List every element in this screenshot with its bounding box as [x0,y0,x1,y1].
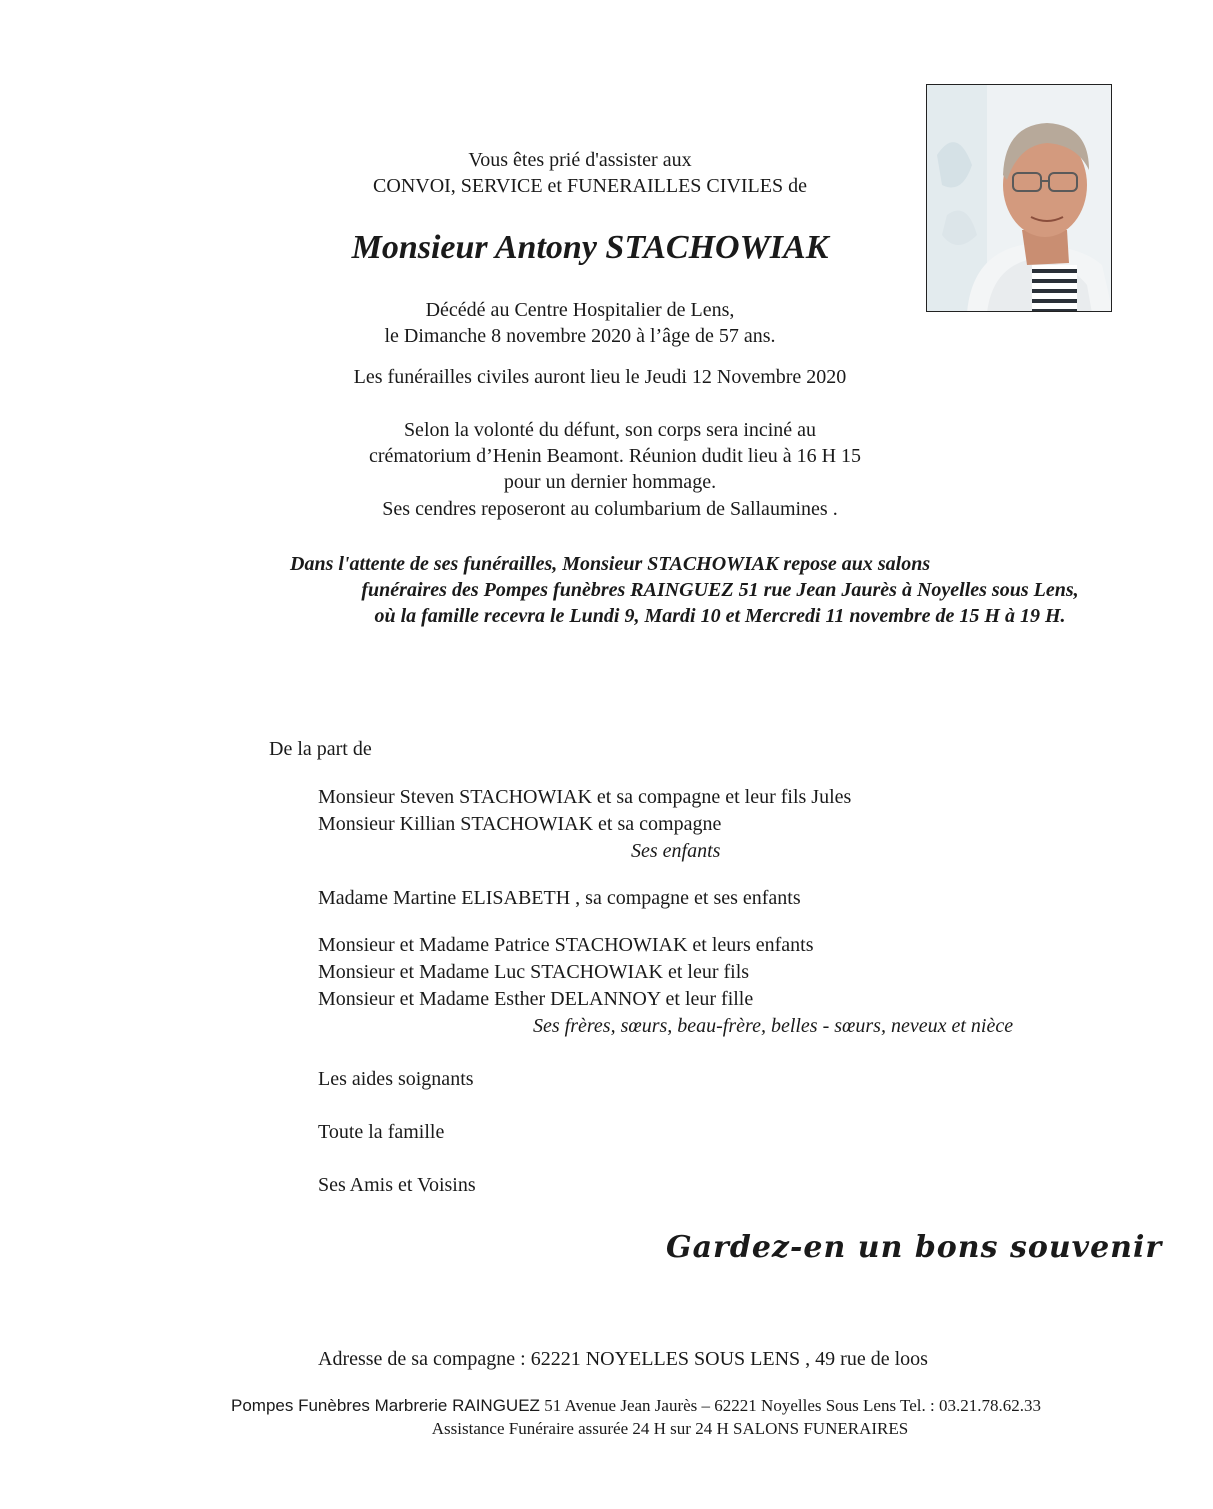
cremation-line-2: crématorium d’Henin Beamont. Réunion dudit lieu à 16 H 15 [368,445,862,467]
children-caption: Ses enfants [631,840,721,862]
invite-line-2: CONVOI, SERVICE et FUNERAILLES CIVILES de [373,175,807,197]
salons-line-3: où la famille recevra le Lundi 9, Mardi 10 et Mercredi 11 novembre de 15 H à 19 H. [374,605,1066,627]
partner-line: Madame Martine ELISABETH , sa compagne et ses enfants [318,887,801,909]
sibling-line-2: Monsieur et Madame Luc STACHOWIAK et leur fils [318,961,750,983]
child-line-2: Monsieur Killian STACHOWIAK et sa compagne [318,813,722,835]
footer-assistance: Assistance Funéraire assurée 24 H sur 24 H SALONS FUNERAIRES [431,1419,909,1438]
portrait-photo [926,84,1112,312]
cremation-line-1: Selon la volonté du défunt, son corps sera inciné au [403,419,817,441]
footer-details: 51 Avenue Jean Jaurès – 62221 Noyelles Sous Lens Tel. : 03.21.78.62.33 [539,1396,1041,1415]
sibling-line-1: Monsieur et Madame Patrice STACHOWIAK et leurs enfants [318,934,814,956]
deceased-name: Monsieur Antony STACHOWIAK [351,229,829,266]
child-line-1: Monsieur Steven STACHOWIAK et sa compagne et leur fils Jules [318,786,852,808]
from-label: De la part de [269,738,372,760]
others-line-1: Les aides soignants [318,1068,474,1090]
sibling-line-3: Monsieur et Madame Esther DELANNOY et leur fille [318,988,754,1010]
cremation-line-4: Ses cendres reposeront au columbarium de Sallaumines . [382,498,838,520]
souvenir-line: Gardez-en un bons souvenir [666,1230,1163,1265]
portrait-illustration [927,85,1112,312]
footer-company: Pompes Funèbres Marbrerie RAINGUEZ [231,1396,540,1415]
invite-line-1: Vous êtes prié d'assister aux [468,149,692,171]
cremation-line-3: pour un dernier hommage. [503,471,717,493]
others-line-3: Ses Amis et Voisins [318,1174,476,1196]
others-line-2: Toute la famille [318,1121,445,1143]
siblings-caption: Ses frères, sœurs, beau-frère, belles - sœurs, neveux et nièce [533,1015,1014,1037]
death-line-1: Décédé au Centre Hospitalier de Lens, [425,299,735,321]
footer-line-1 [231,1395,1041,1417]
salons-line-2: funéraires des Pompes funèbres RAINGUEZ 51 rue Jean Jaurès à Noyelles sous Lens, [361,579,1079,601]
address-line: Adresse de sa compagne : 62221 NOYELLES SOUS LENS , 49 rue de loos [318,1348,928,1370]
funeral-date: Les funérailles civiles auront lieu le Jeudi 12 Novembre 2020 [353,366,847,388]
salons-line-1: Dans l'attente de ses funérailles, Monsieur STACHOWIAK repose aux salons [290,553,931,575]
death-line-2: le Dimanche 8 novembre 2020 à l’âge de 57 ans. [384,325,776,347]
